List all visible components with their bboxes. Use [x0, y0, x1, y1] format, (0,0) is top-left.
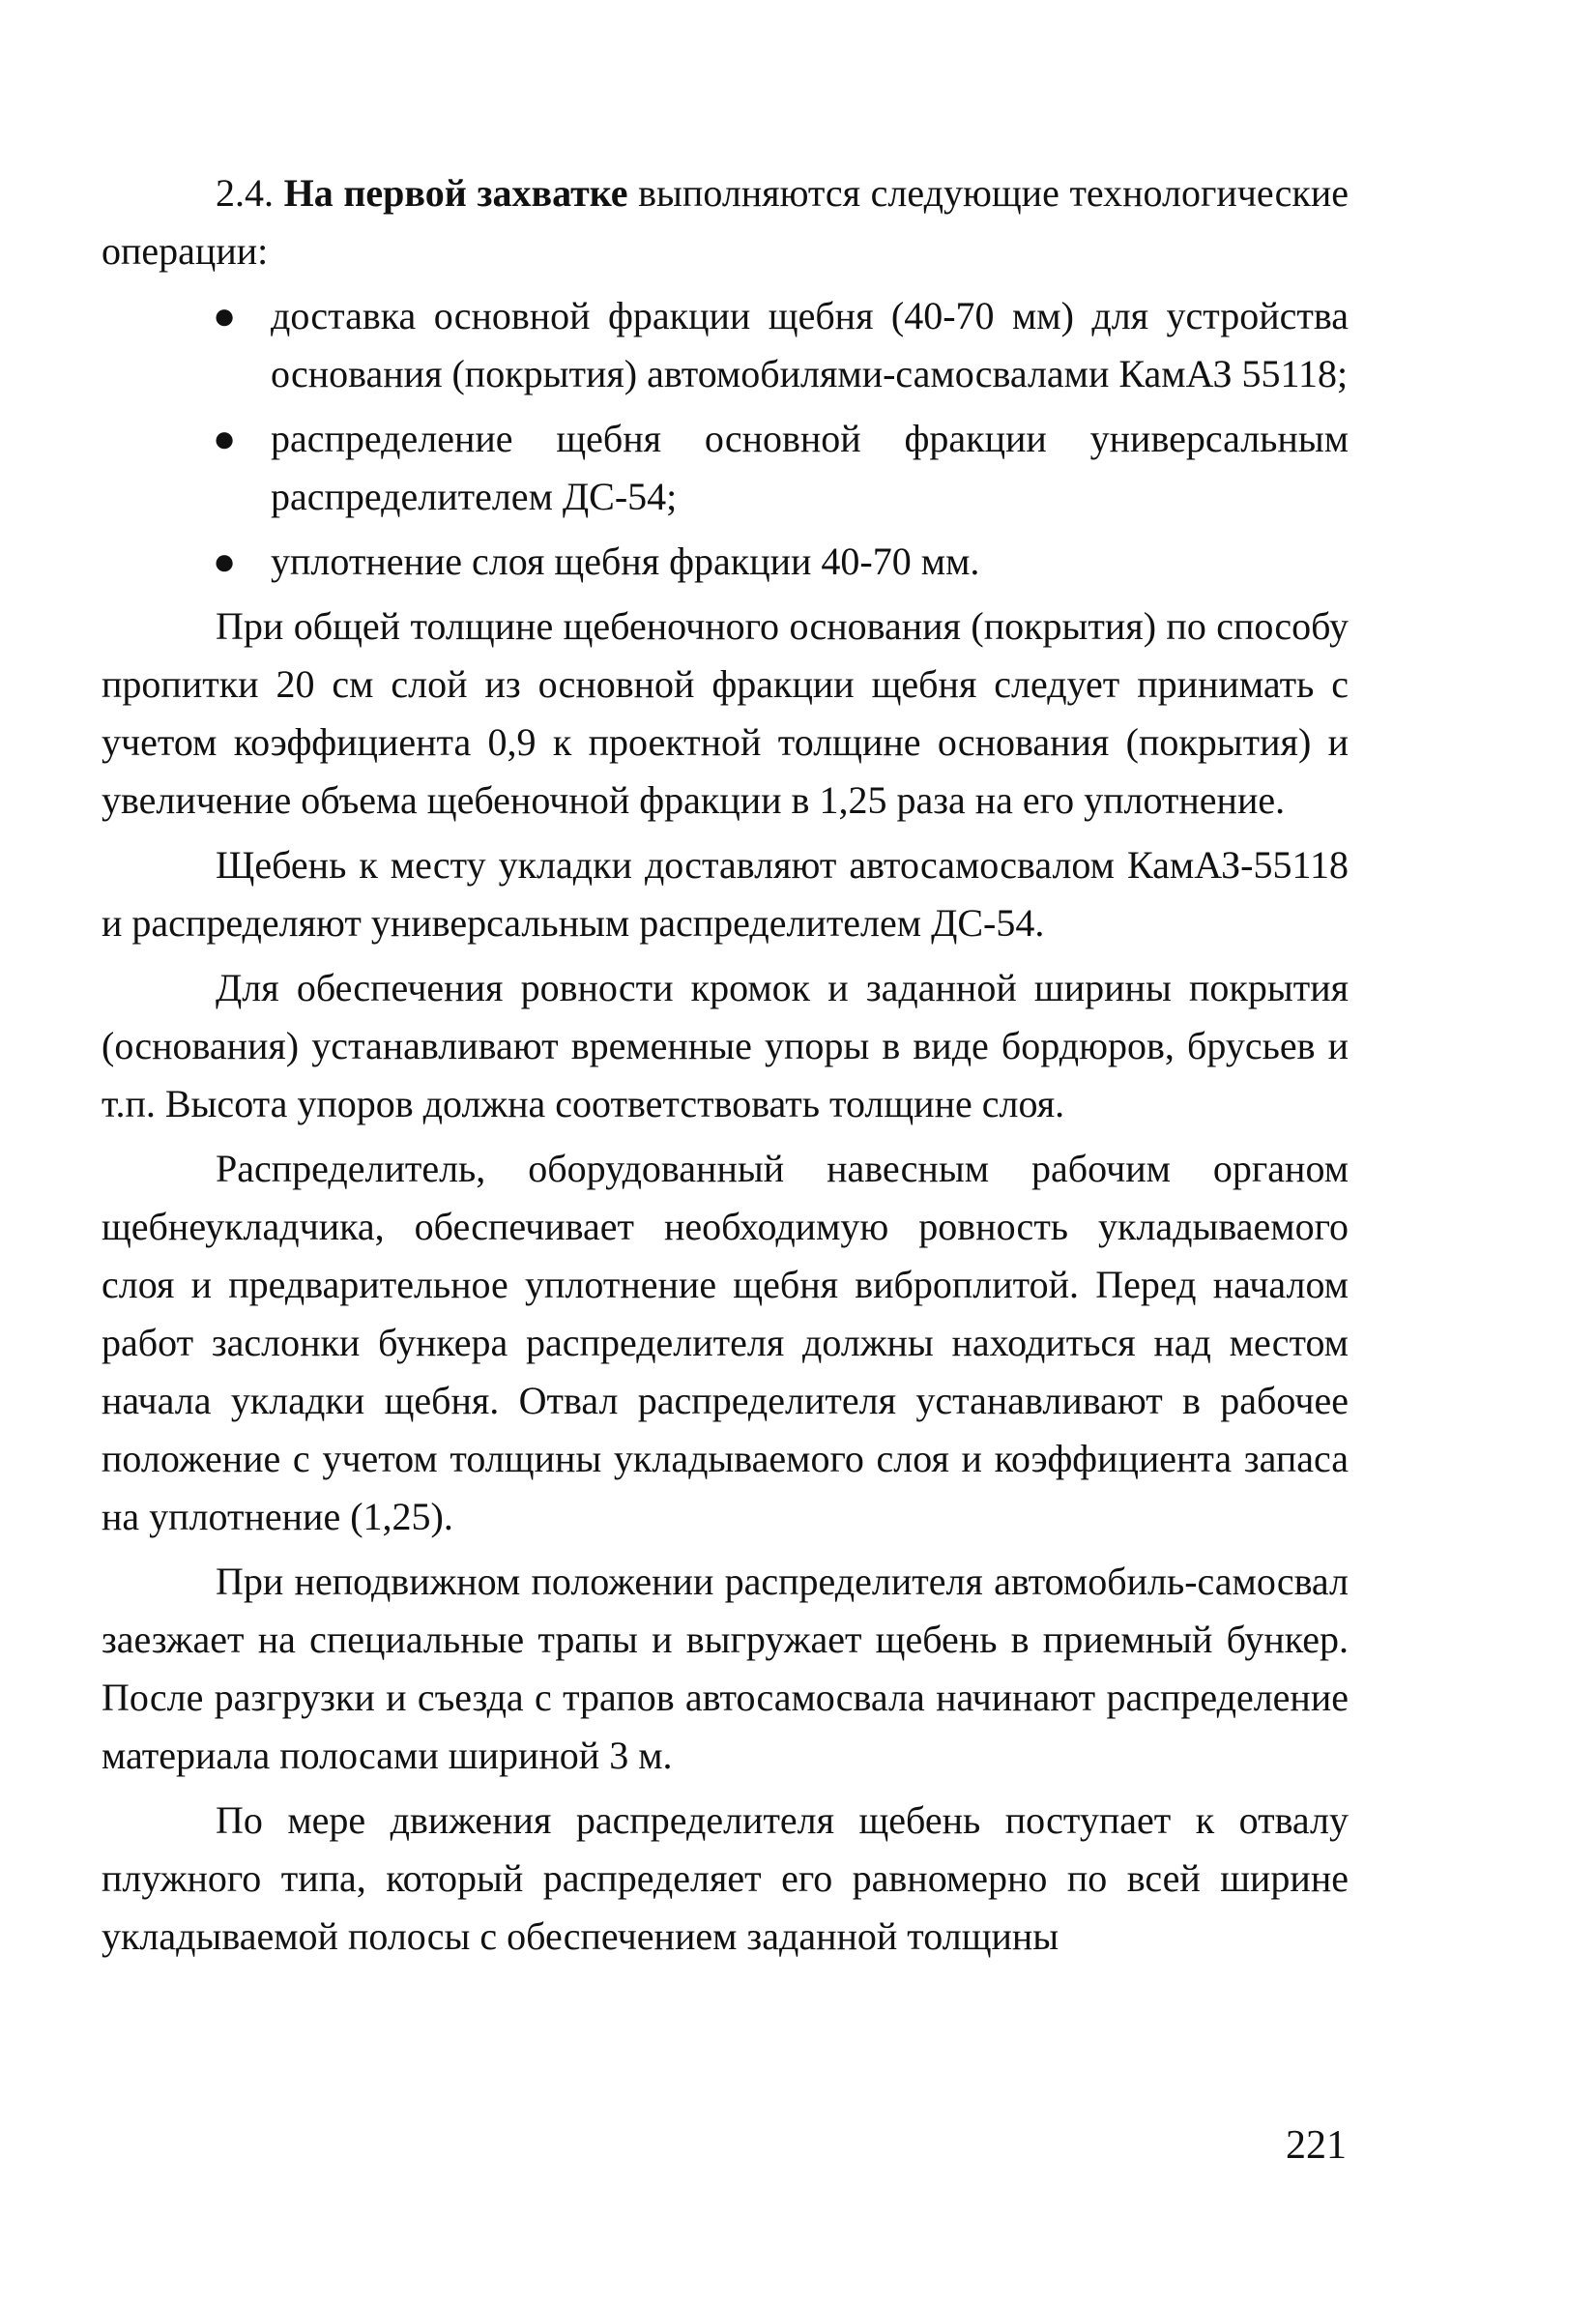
- section-paragraph: [102, 164, 1349, 280]
- paragraph-1: При общей толщине щебеночного основания (покрытия) по способу пропитки 20 см слой из основной фракции щебня следует принимать с учетом коэффициента 0,9 к проектной толщине основания (покрытия) и увеличение объема щебеночной фракции в 1,25 раза на его уплотнение.: [102, 604, 1349, 822]
- paragraph-6: По мере движения распределителя щебень поступает к отвалу плужного типа, который распределяет его равномерно по всей ширине укладываемой полосы с обеспечением заданной толщины: [102, 1798, 1349, 1958]
- bullet-item-2: ● распределение щебня основной фракции универсальным распределителем ДС-54;: [102, 410, 1349, 526]
- page-number: 221: [1286, 2123, 1347, 2168]
- paragraph-3: Для обеспечения ровности кромок и заданной ширины покрытия (основания) устанавливают временные упоры в виде бордюров, брусьев и т.п. Высота упоров должна соответствовать толщине слоя.: [102, 966, 1349, 1125]
- bullet-icon: ●: [213, 294, 237, 337]
- section-number: 2.4.: [216, 171, 274, 215]
- paragraph-2: Щебень к месту укладки доставляют автосамосвалом КамАЗ-55118 и распределяют универсальным распределителем ДС-54.: [102, 843, 1349, 945]
- section-rest: выполняются следующие технологические операции:: [102, 171, 1349, 273]
- bullet-item-3: ● уплотнение слоя щебня фракции 40-70 мм.: [102, 533, 1349, 591]
- bullet-icon: ●: [213, 540, 237, 583]
- bullet-icon: ●: [213, 417, 237, 460]
- bullet-item-1: ● доставка основной фракции щебня (40-70 мм) для устройства основания (покрытия) автомобилями-самосвалами КамАЗ 55118;: [102, 287, 1349, 403]
- paragraph-4: Распределитель, оборудованный навесным рабочим органом щебнеукладчика, обеспечивает необходимую ровность укладываемого слоя и предварительное уплотнение щебня виброплитой. Перед началом работ заслонки бункера распределителя должны находиться над местом начала укладки щебня. Отвал распределителя устанавливают в рабочее положение с учетом толщины укладываемого слоя и коэффициента запаса на уплотнение (1,25).: [102, 1147, 1349, 1538]
- section-title: На первой захватке: [283, 171, 628, 215]
- body-text: [102, 164, 1349, 1972]
- paragraph-5: При неподвижном положении распределителя автомобиль-самосвал заезжает на специальные трапы и выгружает щебень в приемный бункер. После разгрузки и съезда с трапов автосамосвала начинают распределение материала полосами шириной 3 м.: [102, 1560, 1349, 1777]
